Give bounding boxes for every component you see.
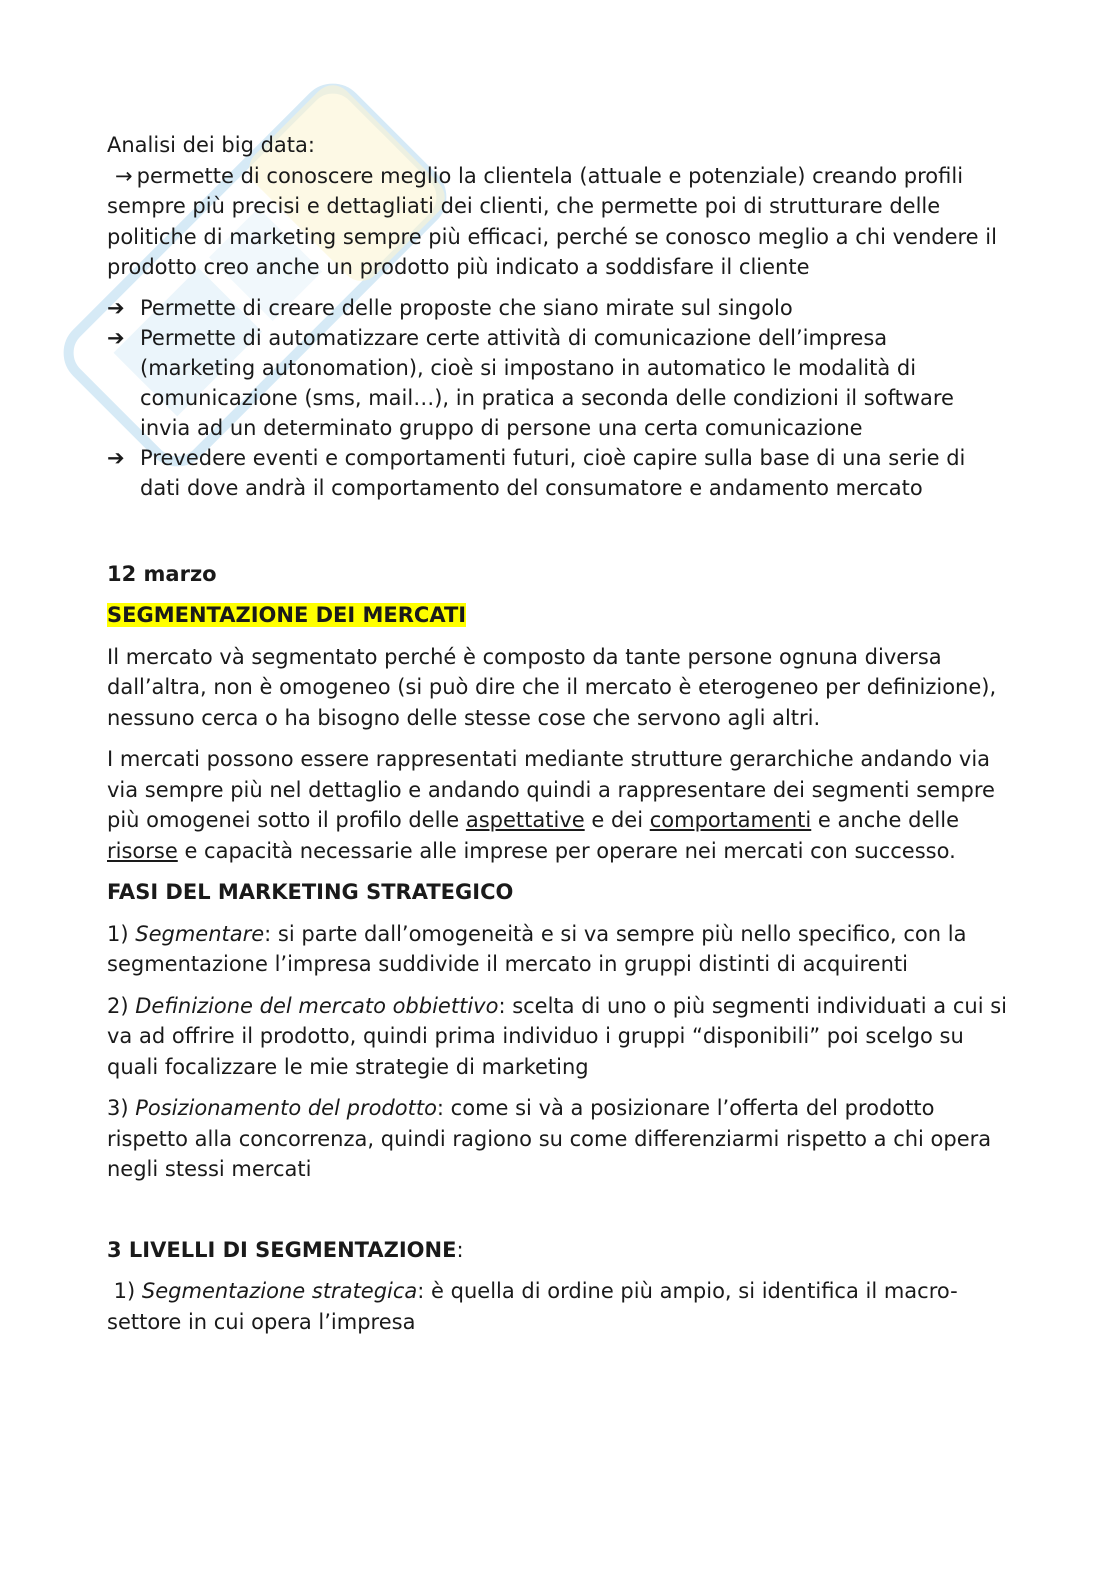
phase-item: 3) Posizionamento del prodotto: come si và a posizionare l’offerta del prodotto rispetto alla concorrenza, quindi ragiono su come differenziarmi rispetto a chi opera negli stessi mercati xyxy=(107,1096,992,1181)
paragraph-hierarchy: I mercati possono essere rappresentati mediante strutture gerarchiche andando via via sempre più nel dettaglio e andando quindi a rappresentare dei segmenti sempre più omogenei sotto il profilo delle aspettative e dei comportamenti e anche delle risorse e capacità necessarie alle imprese per operare nei mercati con successo. xyxy=(107,747,995,863)
arrow-bullet-icon: ➔ xyxy=(107,445,125,470)
list-item: ➔ Prevedere eventi e comportamenti futuri, cioè capire sulla base di una serie di dati dove andrà il comportamento del consumatore e andamento mercato xyxy=(107,443,1007,503)
arrow-bullet-list xyxy=(107,293,1007,503)
phases-heading: FASI DEL MARKETING STRATEGICO xyxy=(107,880,514,904)
list-item: ➔ Permette di automatizzare certe attività di comunicazione dell’impresa (marketing autonomation), cioè si impostano in automatico le modalità di comunicazione (sms, mail…), in pratica a seconda delle condizioni il software invia ad un determinato gruppo di persone una certa comunicazione xyxy=(107,323,1007,443)
page-content xyxy=(107,130,1007,1337)
level-item: 1) Segmentazione strategica: è quella di ordine più ampio, si identifica il macro-settore in cui opera l’impresa xyxy=(107,1279,958,1334)
date-heading: 12 marzo xyxy=(107,561,217,586)
paragraph-market: Il mercato và segmentato perché è composto da tante persone ognuna diversa dall’altra, non è omogeneo (si può dire che il mercato è eterogeneo per definizione), nessuno cerca o ha bisogno delle stesse cose che servono agli altri. xyxy=(107,644,997,730)
section-title: SEGMENTAZIONE DEI MERCATI xyxy=(107,603,467,627)
phase-item: 2) Definizione del mercato obbiettivo: scelta di uno o più segmenti individuati a cui si va ad offrire il prodotto, quindi prima individuo i gruppi “disponibili” poi scelgo su quali focalizzare le mie strategie di marketing xyxy=(107,993,1007,1079)
intro-label: Analisi dei big data: xyxy=(107,133,315,157)
arrow-bullet-icon: ➔ xyxy=(107,295,125,320)
phase-item: 1) Segmentare: si parte dall’omogeneità e si va sempre più nello specifico, con la segmentazione l’impresa suddivide il mercato in gruppi distinti di acquirenti xyxy=(107,921,967,976)
intro-text: permette di conoscere meglio la clientela (attuale e potenziale) creando profili sempre più precisi e dettagliati dei clienti, che permette poi di strutturare delle politiche di marketing sempre più efficaci, perché se conosco meglio a chi vendere il prodotto creo anche un prodotto più indicato a soddisfare il cliente xyxy=(107,163,997,279)
list-item: ➔ Permette di creare delle proposte che siano mirate sul singolo xyxy=(107,293,1007,323)
arrow-right-icon: → xyxy=(115,163,133,188)
levels-heading: 3 LIVELLI DI SEGMENTAZIONE: xyxy=(107,1237,464,1262)
intro-paragraph xyxy=(107,161,1007,283)
arrow-bullet-icon: ➔ xyxy=(107,325,125,350)
